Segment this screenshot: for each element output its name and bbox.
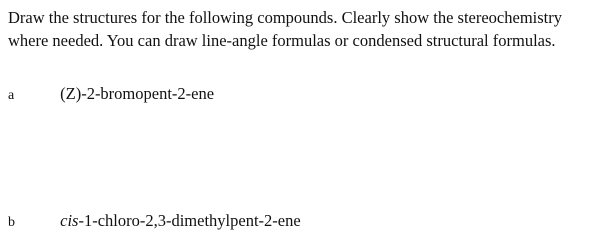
instructions-paragraph xyxy=(8,6,590,52)
instructions-line-2: where needed. You can draw line-angle formulas or condensed structural formulas. xyxy=(8,31,556,50)
item-letter: a xyxy=(8,88,15,103)
compound-name-rest: -1-chloro-2,3-dimethylpent-2-ene xyxy=(78,211,301,230)
compound-name: (Z)-2-bromopent-2-ene xyxy=(60,84,215,103)
instructions-line-1: Draw the structures for the following compounds. Clearly show the stereochemistry xyxy=(8,8,562,27)
question-item-b xyxy=(8,211,301,231)
compound-name xyxy=(60,211,301,231)
question-item-a xyxy=(8,84,214,104)
compound-stereo-prefix: cis xyxy=(60,211,79,230)
item-letter: b xyxy=(8,215,15,230)
